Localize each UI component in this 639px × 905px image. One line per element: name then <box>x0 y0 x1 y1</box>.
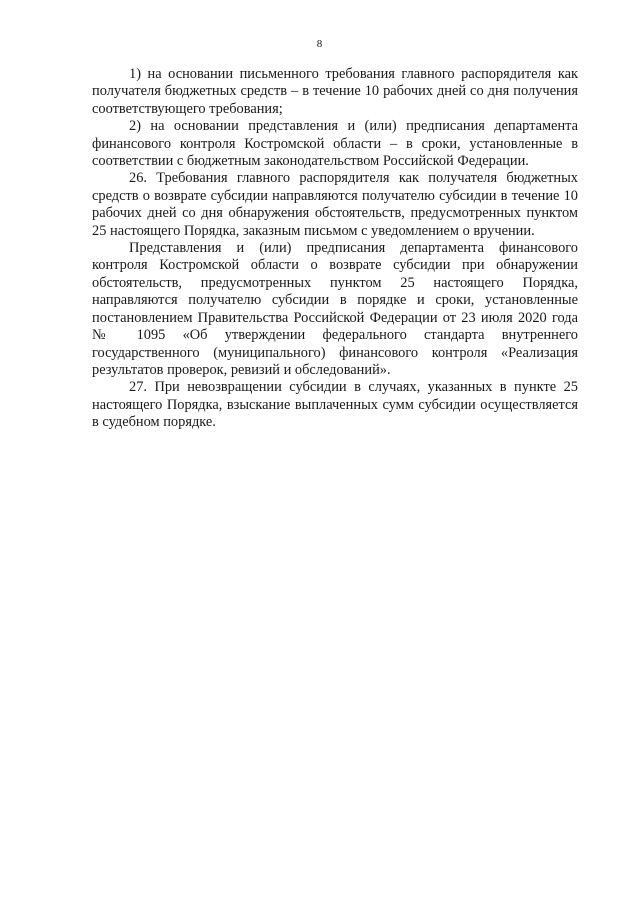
paragraph-clause-27: 27. При невозвращении субсидии в случаях, указанных в пункте 25 настоящего Порядка, взыскание выплаченных сумм субсидии осуществляется в судебном порядке. <box>92 379 578 431</box>
paragraph-clause-26-continuation: Представления и (или) предписания департамента финансового контроля Костромской области о возврате субсидии при обнаружении обстоятельств, предусмотренных пунктом 25 настоящего Порядка, направляются получателю субсидии в порядке и сроки, установленные постановлением Правительства Российской Федерации от 23 июля 2020 года № 1095 «Об утверждении федерального стандарта внутреннего государственного (муниципального) финансового контроля «Реализация результатов проверок, ревизий и обследований». <box>92 240 578 378</box>
paragraph-subitem-2: 2) на основании представления и (или) предписания департамента финансового контроля Костромской области – в сроки, установленные в соответствии с бюджетным законодательством Российской Федерации. <box>92 118 578 170</box>
paragraph-clause-26: 26. Требования главного распорядителя как получателя бюджетных средств о возврате субсидии направляются получателю субсидии в течение 10 рабочих дней со дня обнаружения обстоятельств, предусмотренных пунктом 25 настоящего Порядка, заказным письмом с уведомлением о вручении. <box>92 170 578 239</box>
paragraph-subitem-1: 1) на основании письменного требования главного распорядителя как получателя бюджетных средств – в течение 10 рабочих дней со дня получения соответствующего требования; <box>92 66 578 117</box>
document-body <box>92 66 578 432</box>
page-number: 8 <box>316 38 323 50</box>
